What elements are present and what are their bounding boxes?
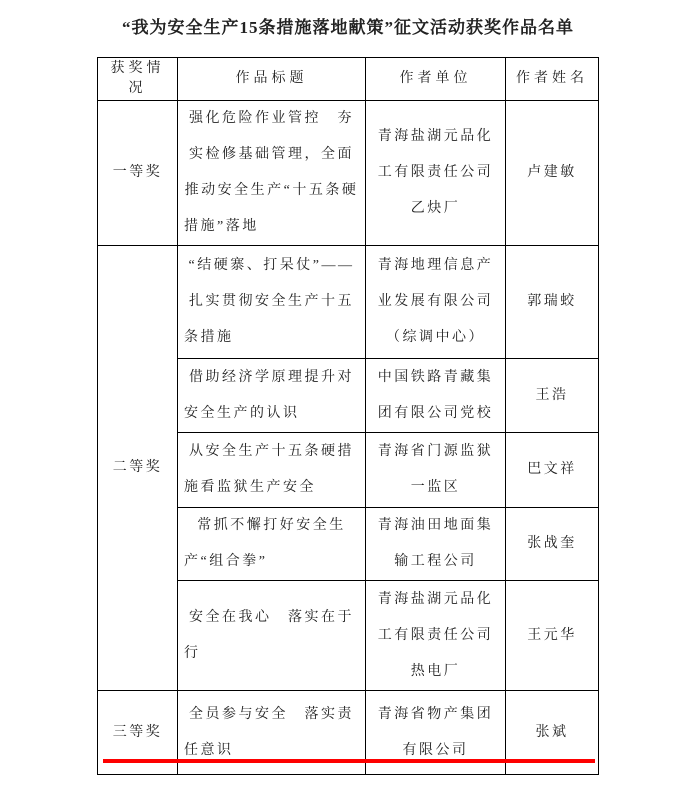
author-cell: 王浩 [506, 359, 599, 433]
author-cell: 张战奎 [506, 508, 599, 581]
award-cell-third-prize: 三等奖 [98, 691, 178, 775]
unit-cell: 青海省物产集团有限公司 [366, 691, 506, 775]
author-cell: 王元华 [506, 581, 599, 691]
red-underline-mark [103, 759, 595, 763]
page-title: “我为安全生产15条措施落地献策”征文活动获奖作品名单 [122, 18, 574, 37]
title-cell: 强化危险作业管控 夯实检修基础管理，全面推动安全生产“十五条硬措施”落地 [178, 101, 366, 246]
unit-cell: 青海盐湖元品化工有限责任公司热电厂 [366, 581, 506, 691]
title-cell: 安全在我心 落实在于行 [178, 581, 366, 691]
table-row [98, 101, 599, 246]
author-cell: 卢建敏 [506, 101, 599, 246]
author-cell: 巴文祥 [506, 433, 599, 508]
title-cell: 常抓不懈打好安全生产“组合拳” [178, 508, 366, 581]
awards-table [97, 57, 599, 775]
title-cell: 从安全生产十五条硬措施看监狱生产安全 [178, 433, 366, 508]
unit-cell: 青海盐湖元品化工有限责任公司乙炔厂 [366, 101, 506, 246]
title-cell: “结硬寨、打呆仗”——扎实贯彻安全生产十五条措施 [178, 246, 366, 359]
author-cell: 张斌 [506, 691, 599, 775]
unit-cell: 青海油田地面集输工程公司 [366, 508, 506, 581]
header-cell-award-status: 获奖情况 [98, 58, 178, 101]
unit-cell: 中国铁路青藏集团有限公司党校 [366, 359, 506, 433]
award-cell-second-prize: 二等奖 [98, 246, 178, 691]
author-cell: 郭瑞蛟 [506, 246, 599, 359]
header-cell-author-name: 作者姓名 [506, 58, 599, 101]
unit-cell: 青海省门源监狱一监区 [366, 433, 506, 508]
title-cell: 借助经济学原理提升对安全生产的认识 [178, 359, 366, 433]
title-cell: 全员参与安全 落实责任意识 [178, 691, 366, 775]
header-cell-author-unit: 作者单位 [366, 58, 506, 101]
table-row [98, 246, 599, 359]
table-header-row [98, 58, 599, 101]
header-cell-work-title: 作品标题 [178, 58, 366, 101]
award-cell-first-prize: 一等奖 [98, 101, 178, 246]
unit-cell: 青海地理信息产业发展有限公司（综调中心） [366, 246, 506, 359]
